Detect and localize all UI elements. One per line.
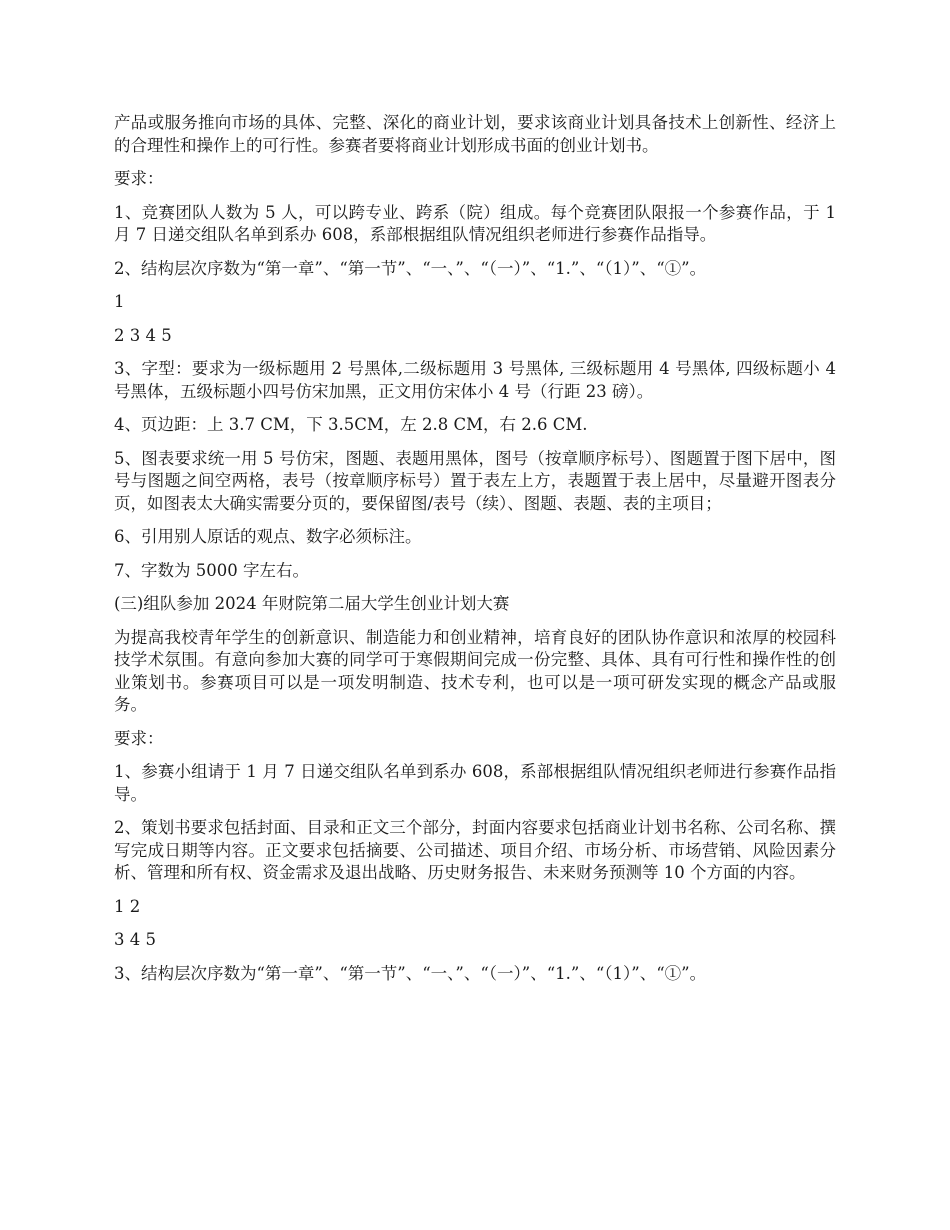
- requirement-item-2: 2、策划书要求包括封面、目录和正文三个部分，封面内容要求包括商业计划书名称、公司名称、撰写完成日期等内容。正文要求包括摘要、公司描述、项目介绍、市场分析、市场营销、风险因素分析、管理和所有权、资金需求及退出战略、历史财务报告、未来财务预测等 10 个方面的内容。: [114, 818, 836, 882]
- requirement-item-2: 2、结构层次序数为“第一章”、“第一节”、“一、”、“（一）”、“1.”、“（1）”、“①”。: [114, 258, 707, 278]
- document-body: [114, 112, 836, 996]
- requirement-item-3: 3、字型：要求为一级标题用 2 号黑体,二级标题用 3 号黑体, 三级标题用 4 号黑体, 四级标题小 4 号黑体，五级标题小四号仿宋加黑，正文用仿宋体小 4 号（行距 23 磅）。: [114, 359, 836, 401]
- section-intro-paragraph: 为提高我校青年学生的创新意识、制造能力和创业精神，培育良好的团队协作意识和浓厚的校园科技学术氛围。有意向参加大赛的同学可于寒假期间完成一份完整、具体、具有可行性和操作性的创业策划书。参赛项目可以是一项发明制造、技术专利，也可以是一项可研发实现的概念产品或服务。: [114, 627, 836, 714]
- requirements-heading: 要求：: [114, 728, 164, 748]
- section-heading: (三)组队参加 2024 年财院第二届大学生创业计划大赛: [114, 594, 510, 613]
- requirement-item-1: 1、参赛小组请于 1 月 7 日递交组队名单到系办 608，系部根据组队情况组织老师进行参赛作品指导。: [114, 762, 836, 804]
- numbering-line: 2 3 4 5: [114, 325, 172, 345]
- requirements-heading: 要求：: [114, 169, 164, 188]
- requirement-item-7: 7、字数为 5000 字左右。: [114, 560, 309, 580]
- numbering-line: 1: [114, 292, 125, 311]
- requirement-item-3: 3、结构层次序数为“第一章”、“第一节”、“一、”、“（一）”、“1.”、“（1）”、“①”。: [114, 963, 707, 983]
- requirement-item-6: 6、引用别人原话的观点、数字必须标注。: [114, 527, 422, 546]
- requirement-item-5: 5、图表要求统一用 5 号仿宋，图题、表题用黑体，图号（按章顺序标号）、图题置于图下居中，图号与图题之间空两格，表号（按章顺序标号）置于表左上方，表题置于表上居中，尽量避开图表分页，如图表太大确实需要分页的，要保留图/表号（续）、图题、表题、表的主项目；: [114, 448, 836, 513]
- numbering-line: 3 4 5: [114, 930, 156, 949]
- intro-paragraph: 产品或服务推向市场的具体、完整、深化的商业计划，要求该商业计划具备技术上创新性、经济上的合理性和操作上的可行性。参赛者要将商业计划形成书面的创业计划书。: [114, 113, 836, 155]
- requirement-item-4: 4、页边距：上 3.7 CM，下 3.5CM，左 2.8 CM，右 2.6 CM.: [114, 415, 588, 434]
- numbering-line: 1 2: [114, 896, 141, 916]
- requirement-item-1: 1、竞赛团队人数为 5 人，可以跨专业、跨系（院）组成。每个竞赛团队限报一个参赛作品，于 1 月 7 日递交组队名单到系办 608，系部根据组队情况组织老师进行参赛作品指导。: [114, 202, 836, 244]
